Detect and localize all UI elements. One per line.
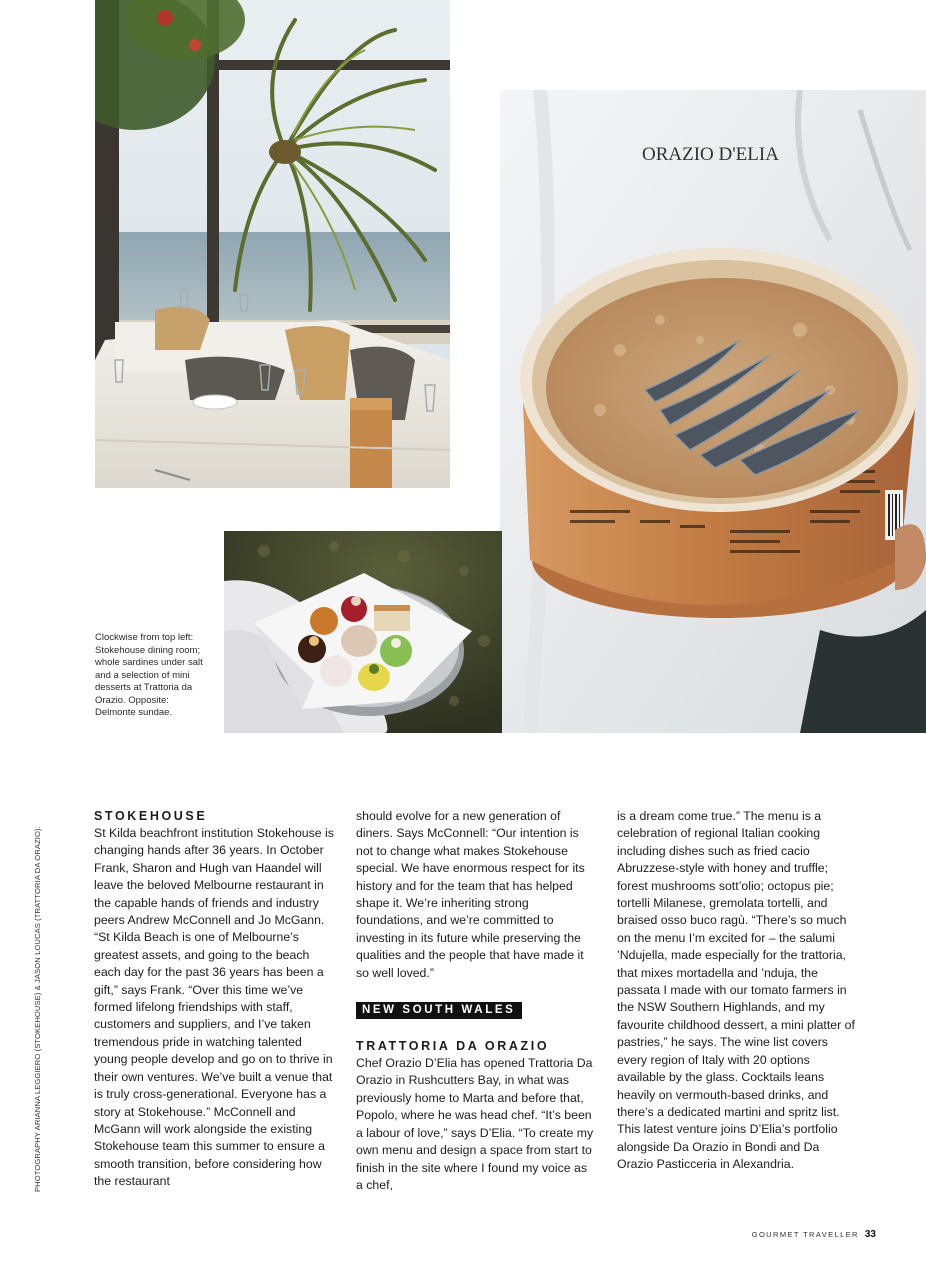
- photo-caption: Clockwise from top left: Stokehouse dining room; whole sardines under salt and a selection of mini desserts at Trattoria da Orazio. Opposite: Delmonte sundae.: [95, 632, 203, 718]
- page-folio: [752, 1229, 876, 1240]
- desserts-photo: [224, 531, 502, 733]
- photo-credit-text: PHOTOGRAPHY ARIANNA LEGGIERO (STOKEHOUSE) & JASON LOUCAS (TRATTORIA DA ORAZIO).: [33, 826, 42, 1192]
- trattoria-body-continued: is a dream come true.” The menu is a celebration of regional Italian cooking including dishes such as fried cacio Abruzzese-style with honey and truffle; forest mushrooms sott’olio; octopus pie; tortelli Milanese, gremolata tortelli, and braised osso buco ragù. “There’s so much on the menu I’m excited for – the salumi ’Ndujella, made especially for the trattoria, that mixes mortadella and ’nduja, the passata I made with our tomato farmers in the NSW Southern Highlands, and my favourite childhood dessert, a mini platter of pastries,” he says. The wine list covers every region of Italy with 20 options available by the glass. Cocktails leans heavily on vermouth-based drinks, and there’s a dedicated martini and spritz list. This latest venture joins D’Elia’s portfolio alongside Da Orazio in Bondi and Da Orazio Pasticceria in Alexandria.: [617, 809, 855, 1172]
- magazine-name: GOURMET TRAVELLER: [751, 1230, 859, 1239]
- section-heading-trattoria: TRATTORIA DA ORAZIO: [356, 1039, 550, 1054]
- stokehouse-dining-photo: [95, 0, 450, 488]
- article-column-1: [94, 808, 334, 1191]
- article-column-2: [356, 808, 596, 1194]
- sardines-photo: [500, 90, 926, 733]
- region-badge-nsw: NEW SOUTH WALES: [356, 1002, 522, 1019]
- stokehouse-body: St Kilda beachfront institution Stokehouse is changing hands after 36 years. In October Frank, Sharon and Hugh van Haandel will leave the beloved Melbourne restaurant in the capable hands of friends and industry peers Andrew McConnell and Jo McGann. “St Kilda Beach is one of Melbourne’s greatest assets, and going to the beach each day for the past 36 years has been a gift,” says Frank. “Over this time we’ve formed lifelong friendships with staff, customers and suppliers, and I’ve taken tremendous pride in watching talented young people develop and go on to thrive in their own ventures. We’ve built a venue that is truly cross-generational. Everyone has a story at Stokehouse.” McConnell and McGann will work alongside the existing Stokehouse team this summer to ensure a smooth transition, before considering how the restaurant: [94, 826, 334, 1189]
- trattoria-body: Chef Orazio D’Elia has opened Trattoria Da Orazio in Rushcutters Bay, in what was previously home to Marta and before that, Popolo, where he was head chef. “It’s been a labour of love,” says D’Elia. “To create my own menu and design a space from start to finish in the site where I found my voice as a chef,: [356, 1056, 594, 1192]
- page-number: 33: [864, 1229, 876, 1240]
- photo-credit: [33, 792, 47, 1192]
- chef-name-embroidery: ORAZIO D'ELIA: [642, 144, 779, 165]
- section-heading-stokehouse: STOKEHOUSE: [94, 809, 208, 823]
- stokehouse-body-continued: should evolve for a new generation of diners. Says McConnell: “Our intention is not to change what makes Stokehouse special. We have enormous respect for its history and for the team that has helped shape it. We’re inheriting strong foundations, and we’re committed to investing in its future while preserving the qualities and the people that have made it so well loved.”: [356, 809, 585, 980]
- article-column-3: [617, 808, 857, 1174]
